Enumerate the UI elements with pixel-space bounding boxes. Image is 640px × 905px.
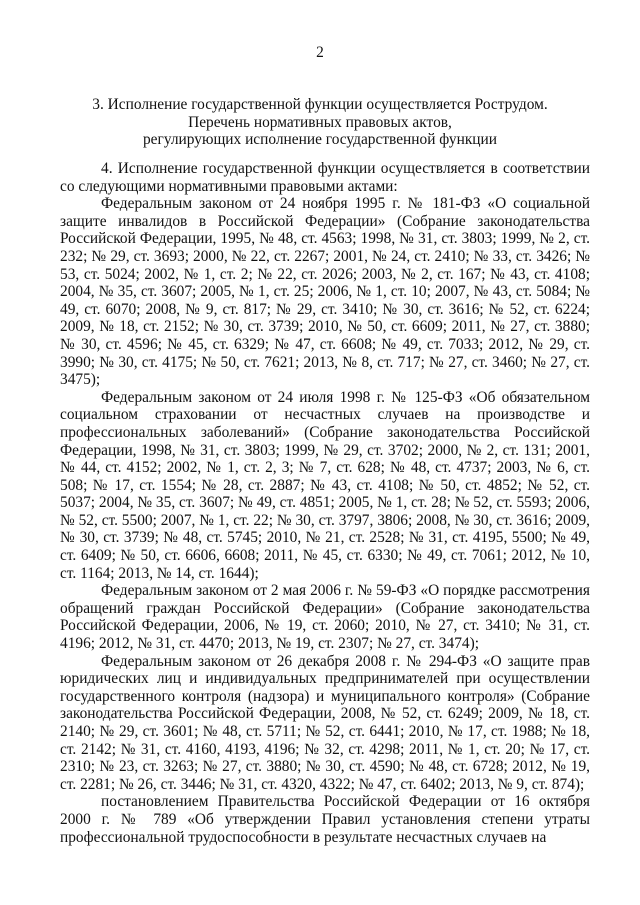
paragraph-law-125: Федеральным законом от 24 июля 1998 г. № 125-ФЗ «Об обязательном социальном страховании от несчастных случаев на производстве и профессиональных заболеваний» (Собрание законодательства Российской Федерации, 1998, № 31, ст. 3803; 1999, № 29, ст. 3702; 2000, № 2, ст. 131; 2001, № 44, ст. 4152; 2002, № 1, ст. 2, 3; № 7, ст. 628; № 48, ст. 4737; 2003, № 6, ст. 508; № 17, ст. 1554; № 28, ст. 2887; № 43, ст. 4108; № 50, ст. 4852; № 52, ст. 5037; 2004, № 35, ст. 3607; № 49, ст. 4851; 2005, № 1, ст. 28; № 52, ст. 5593; 2006, № 52, ст. 5500; 2007, № 1, ст. 22; № 30, ст. 3797, 3806; 2008, № 30, ст. 3616; 2009, № 30, ст. 3739; № 48, ст. 5745; 2010, № 21, ст. 2528; № 31, ст. 4195, 5500; № 49, ст. 6409; № 50, ст. 6606, 6608; 2011, № 45, ст. 6330; № 49, ст. 7061; 2012, № 10, ст. 1164; 2013, № 14, ст. 1644);: [60, 388, 590, 582]
paragraph-law-181: Федеральным законом от 24 ноября 1995 г. № 181-ФЗ «О социальной защите инвалидов в Российской Федерации» (Собрание законодательства Российской Федерации, 1995, № 48, ст. 4563; 1998, № 31, ст. 3803; 1999, № 2, ст. 232; № 29, ст. 3693; 2000, № 22, ст. 2267; 2001, № 24, ст. 2410; № 33, ст. 3426; № 53, ст. 5024; 2002, № 1, ст. 2; № 22, ст. 2026; 2003, № 2, ст. 167; № 43, ст. 4108; 2004, № 35, ст. 3607; 2005, № 1, ст. 25; 2006, № 1, ст. 10; 2007, № 43, ст. 5084; № 49, ст. 6070; 2008, № 9, ст. 817; № 29, ст. 3410; № 30, ст. 3616; № 52, ст. 6224; 2009, № 18, ст. 2152; № 30, ст. 3739; 2010, № 50, ст. 6609; 2011, № 27, ст. 3880; № 30, ст. 4596; № 45, ст. 6329; № 47, ст. 6608; № 49, ст. 7033; 2012, № 29, ст. 3990; № 30, ст. 4175; № 50, ст. 7621; 2013, № 8, ст. 717; № 27, ст. 3460; № 27, ст. 3475);: [60, 195, 590, 389]
page-number: 2: [316, 44, 324, 61]
document-body: [60, 160, 590, 846]
paragraph-law-59: Федеральным законом от 2 мая 2006 г. № 59-ФЗ «О порядке рассмотрения обращений граждан Российской Федерации» (Собрание законодательства Российской Федерации, 2006, № 19, ст. 2060; 2010, № 27, ст. 3410; № 31, ст. 4196; 2012, № 31, ст. 4470; 2013, № 19, ст. 2307; № 27, ст. 3474);: [60, 582, 590, 653]
heading-line: регулирующих исполнение государственной функции: [142, 131, 498, 149]
heading-line: 3. Исполнение государственной функции осуществляется Рострудом.: [92, 96, 548, 113]
section-heading: [60, 96, 580, 149]
paragraph-intro: 4. Исполнение государственной функции осуществляется в соответствии со следующими нормативными правовыми актами:: [60, 160, 590, 195]
heading-line: Перечень нормативных правовых актов,: [188, 113, 452, 131]
paragraph-resolution-789: постановлением Правительства Российской Федерации от 16 октября 2000 г. № 789 «Об утверждении Правил установления степени утраты профессиональной трудоспособности в результате несчастных случаев на: [60, 793, 590, 846]
paragraph-law-294: Федеральным законом от 26 декабря 2008 г. № 294-ФЗ «О защите прав юридических лиц и индивидуальных предпринимателей при осуществлении государственного контроля (надзора) и муниципального контроля» (Собрание законодательства Российской Федерации, 2008, № 52, ст. 6249; 2009, № 18, ст. 2140; № 29, ст. 3601; № 48, ст. 5711; № 52, ст. 6441; 2010, № 17, ст. 1988; № 18, ст. 2142; № 31, ст. 4160, 4193, 4196; № 32, ст. 4298; 2011, № 1, ст. 20; № 17, ст. 2310; № 23, ст. 3263; № 27, ст. 3880; № 30, ст. 4590; № 48, ст. 6728; 2012, № 19, ст. 2281; № 26, ст. 3446; № 31, ст. 4320, 4322; № 47, ст. 6402; 2013, № 9, ст. 874);: [60, 652, 590, 793]
